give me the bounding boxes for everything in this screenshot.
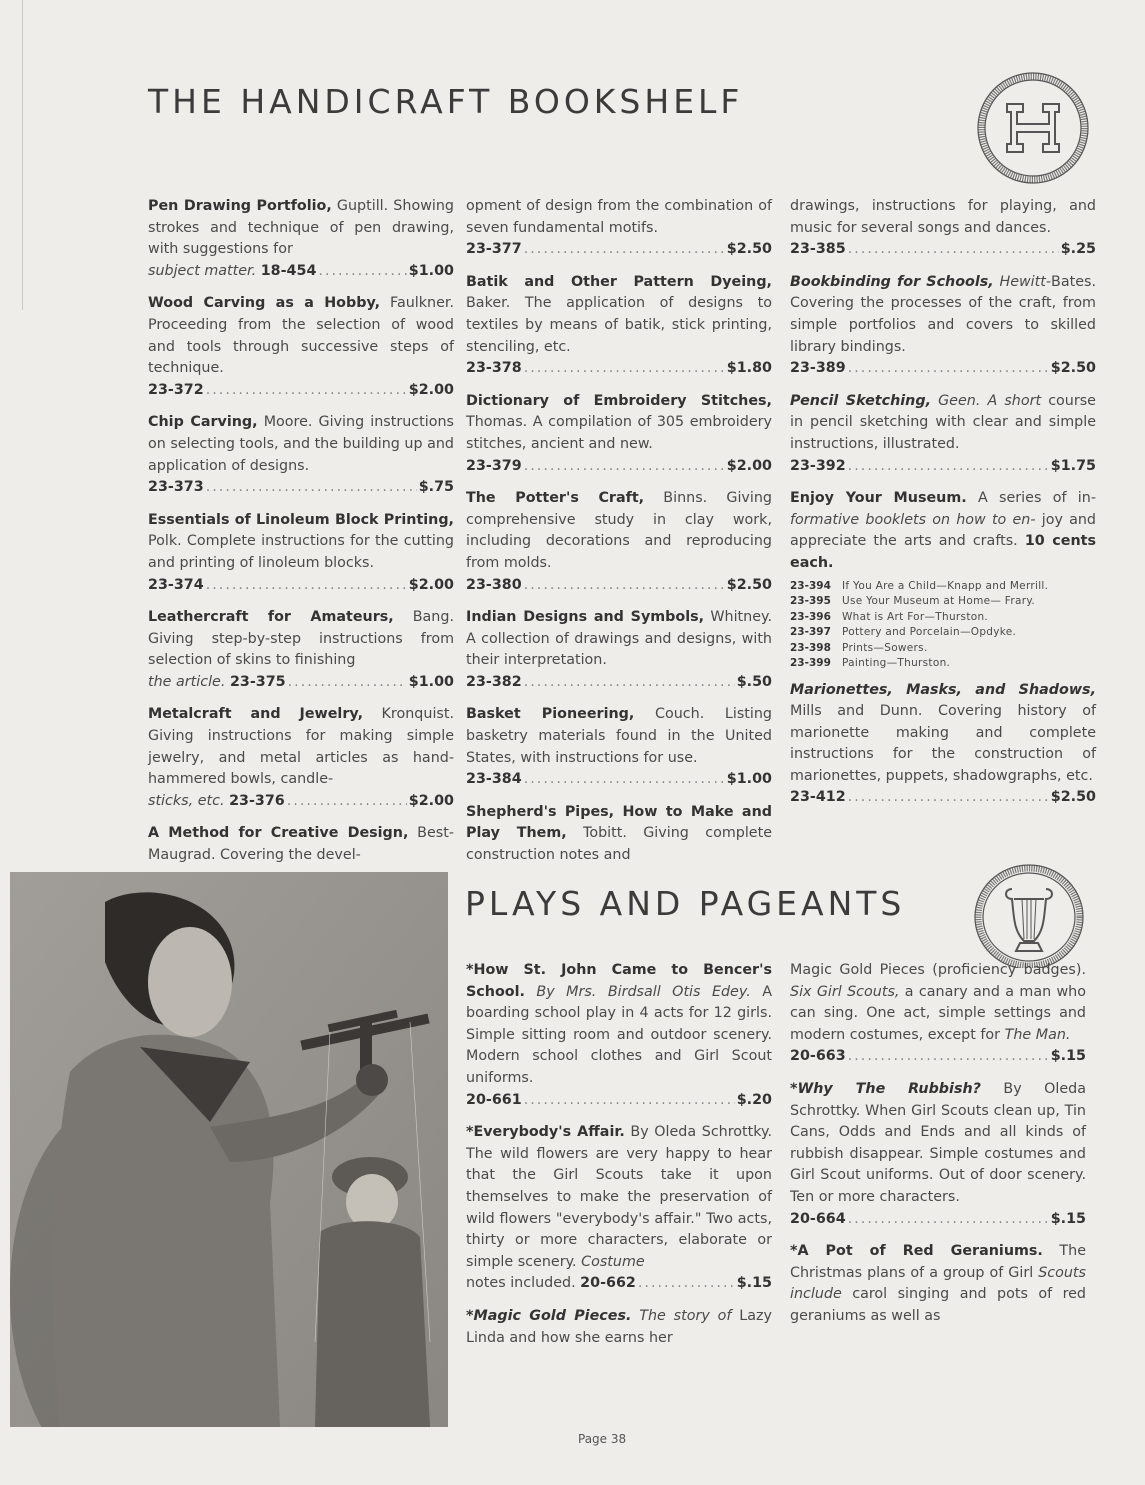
price: $1.80 — [726, 360, 772, 377]
price: $1.00 — [408, 262, 454, 279]
catalog-number: 23-382 — [466, 673, 522, 690]
book-description-italic: formative booklets on how to en- — [790, 511, 1036, 528]
play-description: By Oleda Schrottky. The wild flowers are very happy to hear that the Girl Scouts take it upon themselves to make the preservation of wild flowers "everybody's affair." Two acts, thirty or more characters, elaborate or simple scenery. — [466, 1124, 773, 1270]
catalog-number: 23-394 — [790, 579, 831, 592]
play-entry — [790, 1241, 1086, 1327]
book-author-italic: Hewitt- — [999, 273, 1052, 290]
leader-dots — [288, 672, 407, 694]
museum-series — [790, 488, 1096, 574]
book-description: Best-Maugrad. Covering the devel- — [148, 825, 454, 864]
price: $1.00 — [726, 771, 772, 788]
book-author-italic: Geen. A short — [931, 392, 1042, 409]
catalog-number: 23-385 — [790, 241, 846, 258]
book-entry — [790, 272, 1096, 380]
book-entry — [790, 680, 1096, 810]
play-description: By Oleda Schrottky. When Girl Scouts clean up, Tin Cans, Odds and Ends and all kinds of rubbish disappear. Simple costumes and Girl Scout uniforms. Out of door scenery. Ten or more characters. — [790, 1080, 1086, 1205]
play-author: By Mrs. Birdsall Otis Edey. — [524, 983, 751, 1000]
leader-dots — [524, 769, 725, 791]
leader-dots — [524, 358, 725, 380]
handicraft-column-1 — [148, 196, 454, 878]
play-description-italic: The story of — [631, 1307, 732, 1324]
book-entry — [148, 196, 454, 282]
catalog-number: 23-395 — [790, 595, 831, 607]
leader-dots — [524, 239, 725, 261]
handicraft-column-2 — [466, 196, 772, 878]
catalog-number: 23-384 — [466, 771, 522, 788]
book-description: Bang. Giving step-by-step instructions from selection of skins to finishing — [148, 609, 454, 669]
booklet-title: Pottery and Porcelain—Opdyke. — [842, 626, 1017, 638]
book-description: Kronquist. Giving instructions for making simple jewelry, and metal articles as hand-hammered bowls, candle- — [148, 706, 455, 788]
list-item — [790, 610, 1096, 626]
leader-dots — [206, 575, 407, 597]
price: $1.75 — [1050, 457, 1096, 474]
page-margin-rule — [22, 0, 23, 310]
leader-dots — [848, 456, 1049, 478]
booklet-title: Painting—Thurston. — [842, 657, 951, 669]
book-entry — [148, 412, 454, 498]
price: $.15 — [736, 1275, 772, 1292]
play-description: a canary and a man who can sing. One act, simple settings and modern costumes, except for — [790, 983, 1086, 1043]
price: $.20 — [736, 1091, 772, 1108]
book-entry — [790, 391, 1096, 477]
play-description-italic: The Man. — [1004, 1026, 1071, 1043]
page-number: Page 38 — [578, 1432, 627, 1446]
book-title: Dictionary of Embroidery Stitches, — [466, 392, 772, 409]
book-title: Indian Designs and Symbols, — [466, 609, 705, 626]
price: $2.50 — [1050, 789, 1096, 806]
play-entry — [790, 1079, 1086, 1230]
play-description: Magic Gold Pieces (proficiency badges). — [790, 962, 1086, 978]
catalog-number: 23-380 — [466, 576, 522, 593]
play-description-italic: Costume — [581, 1253, 645, 1270]
list-item — [790, 579, 1096, 595]
price: $2.50 — [726, 576, 772, 593]
play-description: notes included. — [466, 1275, 576, 1292]
book-description: A series of in- — [966, 490, 1096, 507]
book-title: Pencil Sketching, — [790, 392, 931, 409]
booklet-title: Prints—Sowers. — [842, 641, 928, 654]
book-entry — [148, 607, 454, 693]
catalog-number: 23-397 — [790, 626, 831, 638]
price: $2.00 — [408, 792, 454, 809]
catalog-number: 20-661 — [466, 1091, 522, 1108]
book-entry-continued — [790, 196, 1096, 261]
play-title: *A Pot of Red Geraniums. — [790, 1243, 1043, 1260]
book-title: Shepherd's Pipes, How to Make and Play Them, — [466, 803, 772, 842]
leader-dots — [848, 1046, 1049, 1068]
catalog-number: 23-376 — [229, 792, 285, 809]
book-entry — [466, 802, 772, 867]
leader-dots — [524, 575, 725, 597]
catalog-number: 23-373 — [148, 479, 204, 496]
catalog-number: 23-399 — [790, 657, 831, 669]
book-description: Mills and Dunn. Covering history of marionette making and complete instructions for the construction of marionettes, puppets, shadowgraphs, etc. — [790, 703, 1096, 784]
book-title: Leathercraft for Amateurs, — [148, 609, 394, 626]
book-description: Moore. Giving instructions on selecting tools, and the building up and application of designs. — [148, 414, 454, 474]
book-description: Tobitt. Giving complete construction notes and — [466, 825, 772, 864]
book-description-italic: sticks, etc. — [148, 792, 225, 809]
book-entry — [466, 704, 772, 790]
list-item — [790, 594, 1096, 610]
book-title: Batik and Other Pattern Dyeing, — [466, 273, 772, 290]
leader-dots — [524, 456, 725, 478]
book-description-italic: the article. — [148, 673, 226, 690]
booklet-title: What is Art For—Thurston. — [842, 610, 989, 623]
price: $.25 — [1060, 241, 1096, 258]
catalog-number: 23-374 — [148, 576, 204, 593]
book-description: opment of design from the combination of seven fundamental motifs. — [466, 198, 772, 236]
play-description: A boarding school play in 4 acts for 12 girls. Simple sitting room and outdoor scenery. Modern school clothes and Girl Scout uniforms. — [466, 983, 773, 1086]
book-title: Enjoy Your Museum. — [790, 490, 967, 507]
book-title: Marionettes, Masks, and Shadows, — [790, 681, 1096, 698]
book-entry — [148, 293, 454, 401]
play-description-italic: Six Girl Scouts, — [790, 983, 900, 1000]
book-entry — [466, 488, 772, 596]
catalog-number: 23-377 — [466, 241, 522, 258]
photo-illustration — [10, 872, 448, 1427]
play-entry — [466, 1306, 772, 1349]
handicraft-column-3 — [790, 196, 1096, 820]
price: $2.00 — [408, 381, 454, 398]
price: $2.00 — [726, 457, 772, 474]
leader-dots — [848, 1209, 1049, 1231]
leader-dots — [524, 672, 735, 694]
price: $2.50 — [1050, 360, 1096, 377]
catalog-number: 23-372 — [148, 381, 204, 398]
book-title: Metalcraft and Jewelry, — [148, 706, 364, 723]
book-title: Chip Carving, — [148, 414, 258, 431]
play-description: carol singing and pots of red geraniums as well as — [790, 1286, 1086, 1324]
book-entry — [466, 391, 772, 477]
play-description: Lazy Linda and how she earns her — [466, 1307, 772, 1346]
list-item — [790, 625, 1096, 641]
leader-dots — [206, 380, 407, 402]
book-description-italic: subject matter. — [148, 262, 257, 279]
leader-dots — [638, 1273, 735, 1295]
price: $1.00 — [408, 673, 454, 690]
series-price: 10 cents each. — [790, 533, 1096, 571]
price: $.75 — [418, 479, 454, 496]
catalog-number: 23-375 — [229, 673, 286, 690]
leader-dots — [848, 787, 1049, 809]
book-entry — [148, 704, 454, 812]
catalog-number: 23-398 — [790, 641, 831, 654]
book-description: Faulkner. Proceeding from the selection of wood and tools through successive steps of technique. — [148, 295, 454, 377]
book-description: Guptill. Showing strokes and technique of pen drawing, with suggestions for — [148, 198, 454, 258]
book-description: Binns. Giving comprehensive study in clay work, including decorations and reproducing from molds. — [466, 490, 772, 571]
lyre-badge-icon — [974, 863, 1084, 968]
book-description: joy and appreciate the arts and crafts. — [790, 511, 1096, 550]
catalog-number: 23-396 — [790, 610, 831, 623]
catalog-number: 20-662 — [580, 1275, 636, 1292]
book-entry-continued — [466, 196, 772, 261]
catalog-number: 18-454 — [260, 262, 317, 279]
leader-dots — [206, 477, 417, 499]
book-description: course in pencil sketching with clear and simple instructions, illustrated. — [790, 392, 1096, 452]
list-item — [790, 656, 1096, 672]
list-item — [790, 641, 1096, 657]
price: $2.00 — [408, 576, 454, 593]
book-title: The Potter's Craft, — [466, 490, 645, 507]
catalog-number: 20-663 — [790, 1048, 846, 1065]
book-title: Bookbinding for Schools, — [790, 273, 994, 290]
price: $.50 — [736, 673, 772, 690]
price: $.15 — [1050, 1210, 1086, 1227]
book-entry — [466, 272, 772, 380]
catalog-number: 23-379 — [466, 457, 522, 474]
photo-girl-scout-marionette — [10, 872, 448, 1427]
book-description: Polk. Complete instructions for the cutting and printing of linoleum blocks. — [148, 533, 454, 571]
catalog-number: 23-389 — [790, 360, 846, 377]
plays-column-1 — [466, 960, 772, 1360]
plays-column-2 — [790, 960, 1086, 1339]
leader-dots — [848, 239, 1059, 261]
booklet-title: Use Your Museum at Home— Frary. — [842, 595, 1036, 607]
booklet-title: If You Are a Child—Knapp and Merrill. — [842, 579, 1049, 592]
catalog-number: 23-392 — [790, 457, 846, 474]
play-title: *Everybody's Affair. — [466, 1124, 625, 1141]
catalog-number: 20-664 — [790, 1210, 846, 1227]
book-title: Wood Carving as a Hobby, — [148, 295, 381, 312]
play-description-italic: Scouts include — [790, 1264, 1086, 1303]
play-entry — [466, 1122, 772, 1295]
book-entry — [148, 510, 454, 596]
play-title: *Why The Rubbish? — [790, 1080, 981, 1097]
section-title-plays: PLAYS AND PAGEANTS — [465, 884, 906, 923]
handicraft-badge-icon — [977, 72, 1089, 184]
leader-dots — [524, 1090, 735, 1112]
catalog-number: 23-378 — [466, 360, 522, 377]
price: $.15 — [1050, 1048, 1086, 1065]
book-description: Thomas. A compilation of 305 embroidery stitches, ancient and new. — [466, 414, 772, 452]
book-title: Essentials of Linoleum Block Printing, — [148, 511, 454, 528]
leader-dots — [848, 358, 1049, 380]
book-title: A Method for Creative Design, — [148, 825, 409, 842]
price: $2.50 — [726, 241, 772, 258]
book-title: Pen Drawing Portfolio, — [148, 198, 332, 214]
play-title: *Magic Gold Pieces. — [466, 1307, 632, 1324]
catalog-number: 23-412 — [790, 789, 846, 806]
play-entry — [466, 960, 772, 1111]
book-entry — [148, 823, 454, 866]
book-entry — [466, 607, 772, 693]
book-description: Bates. Covering the processes of the craft, from simple portfolios and covers to skilled library bindings. — [790, 273, 1096, 355]
play-description: The Christmas plans of a group of Girl — [790, 1243, 1086, 1281]
play-entry-continued — [790, 960, 1086, 1068]
play-title: *How St. John Came to Bencer's School. — [466, 962, 772, 1000]
leader-dots — [318, 261, 406, 283]
leader-dots — [287, 791, 407, 813]
book-description: drawings, instructions for playing, and music for several songs and dances. — [790, 198, 1096, 236]
section-title-handicraft: THE HANDICRAFT BOOKSHELF — [148, 82, 744, 121]
museum-booklet-list — [790, 579, 1096, 672]
book-description: Whitney. A collection of drawings and designs, with their interpretation. — [466, 609, 772, 669]
book-description: Baker. The application of designs to textiles by means of batik, stick printing, stenciling, etc. — [466, 295, 772, 355]
book-description: Couch. Listing basketry materials found in the United States, with instructions for use. — [466, 706, 772, 766]
book-title: Basket Pioneering, — [466, 706, 635, 723]
